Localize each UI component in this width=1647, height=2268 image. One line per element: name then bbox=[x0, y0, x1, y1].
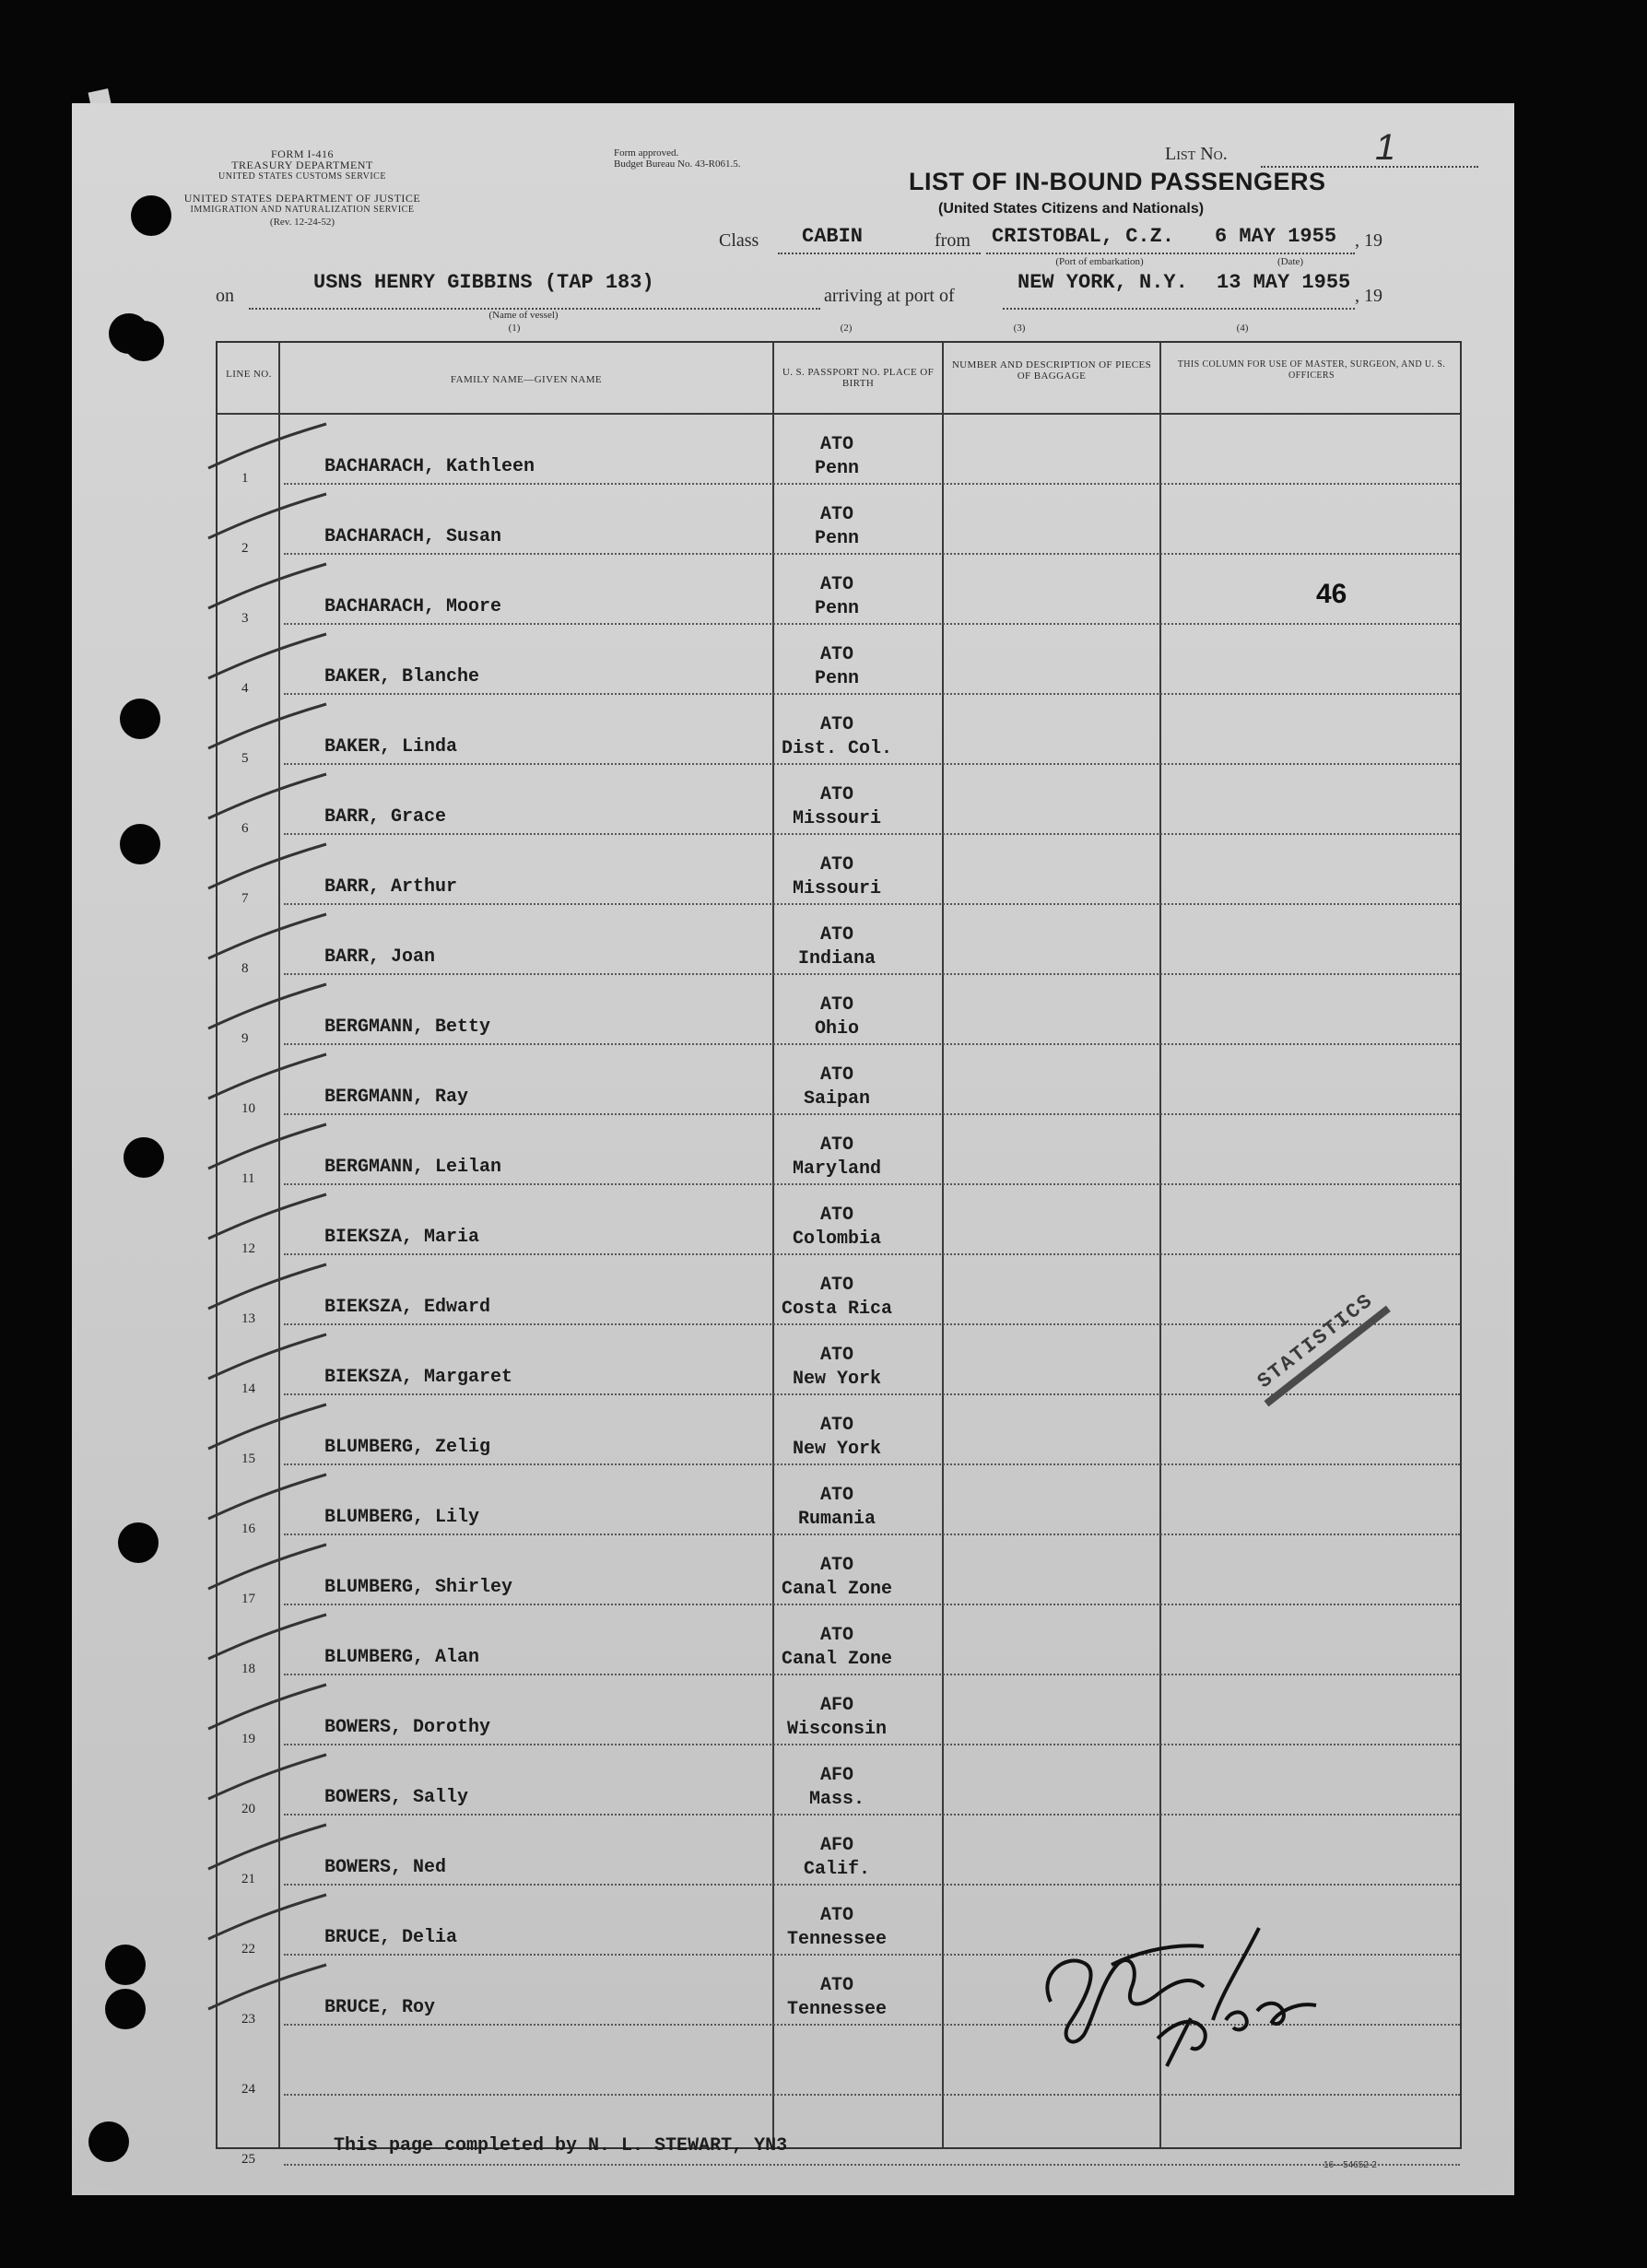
passport-code: AFO bbox=[819, 1695, 853, 1716]
form-number: FORM I-416 bbox=[270, 147, 334, 160]
line-number: 24 bbox=[241, 2082, 255, 2097]
passenger-name: BLUMBERG, Alan bbox=[324, 1647, 480, 1668]
passport-code: ATO bbox=[819, 1625, 853, 1646]
line-number: 18 bbox=[241, 1662, 255, 1676]
header-line-no: LINE NO. bbox=[226, 369, 272, 380]
line-number: 21 bbox=[241, 1872, 255, 1886]
passport-code: AFO bbox=[819, 1765, 853, 1786]
class-line bbox=[778, 253, 981, 254]
line-number: 12 bbox=[241, 1241, 255, 1256]
line-number: 16 bbox=[241, 1522, 255, 1536]
table-row bbox=[218, 415, 1460, 485]
table-row bbox=[218, 905, 1460, 975]
line-number: 8 bbox=[241, 961, 249, 976]
passport-code: ATO bbox=[819, 574, 853, 595]
check-mark bbox=[205, 1541, 334, 1596]
passenger-name: BOWERS, Ned bbox=[324, 1857, 447, 1878]
line-number: 11 bbox=[241, 1171, 255, 1186]
check-mark bbox=[205, 1821, 334, 1876]
date-caption: (Date) bbox=[1276, 256, 1304, 267]
check-mark bbox=[205, 630, 334, 686]
table-header bbox=[218, 343, 1460, 415]
customs-label: UNITED STATES CUSTOMS SERVICE bbox=[218, 171, 386, 182]
place-of-birth: Penn bbox=[814, 528, 859, 549]
table-row bbox=[218, 625, 1460, 695]
place-of-birth: Saipan bbox=[803, 1088, 870, 1110]
binder-hole bbox=[124, 321, 164, 361]
column-number: (4) bbox=[1236, 323, 1249, 334]
year-prefix: , 19 bbox=[1355, 286, 1382, 306]
check-mark bbox=[205, 1681, 334, 1736]
departure-date: 6 MAY 1955 bbox=[1215, 225, 1337, 248]
binder-hole bbox=[88, 2121, 129, 2162]
line-number: 1 bbox=[241, 471, 249, 486]
table-row bbox=[218, 1185, 1460, 1255]
line-number: 14 bbox=[241, 1381, 255, 1396]
passenger-name: BERGMANN, Ray bbox=[324, 1087, 469, 1108]
passport-code: ATO bbox=[819, 1415, 853, 1436]
check-mark bbox=[205, 700, 334, 756]
table-row bbox=[218, 695, 1460, 765]
vessel-name: USNS HENRY GIBBINS (TAP 183) bbox=[313, 271, 654, 294]
ins-label: IMMIGRATION AND NATURALIZATION SERVICE bbox=[190, 205, 415, 215]
passenger-name: BACHARACH, Moore bbox=[324, 596, 502, 617]
table-row bbox=[218, 1605, 1460, 1675]
place-of-birth: Tennessee bbox=[786, 1929, 888, 1950]
passenger-name: BARR, Arthur bbox=[324, 876, 458, 898]
check-mark bbox=[205, 1401, 334, 1456]
check-mark bbox=[205, 1191, 334, 1246]
binder-hole bbox=[120, 824, 160, 864]
embarkation-caption: (Port of embarkation) bbox=[1055, 256, 1144, 267]
column-number: (3) bbox=[1013, 323, 1026, 334]
class-value: CABIN bbox=[802, 225, 864, 248]
check-mark bbox=[205, 1331, 334, 1386]
check-mark bbox=[205, 1891, 334, 1946]
binder-hole bbox=[120, 699, 160, 739]
line-number: 23 bbox=[241, 2012, 255, 2027]
year-prefix: , 19 bbox=[1355, 230, 1382, 251]
passenger-name: BIEKSZA, Edward bbox=[324, 1297, 491, 1318]
passenger-name: BLUMBERG, Shirley bbox=[324, 1577, 513, 1598]
form-code: 16—54652-2 bbox=[1323, 2160, 1377, 2170]
table-row bbox=[218, 1816, 1460, 1886]
on-label: on bbox=[216, 286, 234, 306]
line-number: 10 bbox=[241, 1101, 255, 1116]
arrival-line bbox=[1003, 308, 1355, 310]
place-of-birth: Costa Rica bbox=[781, 1299, 893, 1320]
check-mark bbox=[205, 1961, 334, 2016]
check-mark bbox=[205, 1611, 334, 1666]
check-mark bbox=[205, 1471, 334, 1526]
passenger-name: BRUCE, Delia bbox=[324, 1927, 458, 1948]
table-row bbox=[218, 765, 1460, 835]
passport-code: ATO bbox=[819, 994, 853, 1016]
arriving-label: arriving at port of bbox=[824, 286, 955, 306]
budget-bureau-line: Budget Bureau No. 43-R061.5. bbox=[614, 159, 741, 170]
passport-code: ATO bbox=[819, 1345, 853, 1366]
line-number: 15 bbox=[241, 1451, 255, 1466]
place-of-birth: Tennessee bbox=[786, 1999, 888, 2020]
list-no-value: 1 bbox=[1375, 127, 1396, 168]
place-of-birth: Dist. Col. bbox=[781, 738, 893, 759]
passport-code: AFO bbox=[819, 1835, 853, 1856]
binder-hole bbox=[118, 1522, 159, 1563]
passport-code: ATO bbox=[819, 434, 853, 455]
approval-line: Form approved. bbox=[614, 147, 679, 159]
passport-code: ATO bbox=[819, 1134, 853, 1156]
header-name: FAMILY NAME—GIVEN NAME bbox=[450, 374, 603, 385]
place-of-birth: Calif. bbox=[803, 1859, 870, 1880]
table-row bbox=[218, 1395, 1460, 1465]
arrival-port: NEW YORK, N.Y. bbox=[1018, 271, 1188, 294]
place-of-birth: Wisconsin bbox=[786, 1719, 888, 1740]
class-label: Class bbox=[719, 230, 759, 251]
table-row bbox=[218, 835, 1460, 905]
passenger-name: BOWERS, Sally bbox=[324, 1787, 469, 1808]
officer-note: 46 bbox=[1316, 579, 1347, 609]
stamp-text: STATISTICS bbox=[1245, 1282, 1391, 1407]
line-number: 3 bbox=[241, 611, 249, 626]
binder-hole bbox=[105, 1945, 146, 1985]
place-of-birth: Maryland bbox=[792, 1158, 881, 1180]
passenger-name: BAKER, Linda bbox=[324, 736, 458, 758]
column-number: (1) bbox=[508, 323, 521, 334]
revision-label: (Rev. 12-24-52) bbox=[269, 217, 335, 228]
passenger-name: BIEKSZA, Margaret bbox=[324, 1367, 513, 1388]
passenger-name: BERGMANN, Leilan bbox=[324, 1157, 502, 1178]
place-of-birth: Mass. bbox=[808, 1789, 865, 1810]
justice-label: UNITED STATES DEPARTMENT OF JUSTICE bbox=[183, 192, 421, 205]
place-of-birth: Rumania bbox=[797, 1509, 876, 1530]
check-mark bbox=[205, 1121, 334, 1176]
place-of-birth: Missouri bbox=[792, 808, 881, 829]
check-mark bbox=[205, 1261, 334, 1316]
passenger-name: BACHARACH, Kathleen bbox=[324, 456, 535, 477]
port-of-embarkation: CRISTOBAL, C.Z. bbox=[992, 225, 1175, 248]
check-mark bbox=[205, 1051, 334, 1106]
place-of-birth: Colombia bbox=[792, 1228, 881, 1250]
line-number: 25 bbox=[241, 2152, 255, 2167]
list-no-label: List No. bbox=[1165, 144, 1228, 164]
place-of-birth: Indiana bbox=[797, 948, 876, 969]
check-mark bbox=[205, 490, 334, 546]
place-of-birth: New York bbox=[792, 1369, 881, 1390]
passport-code: ATO bbox=[819, 924, 853, 946]
table-row bbox=[218, 975, 1460, 1045]
line-number: 17 bbox=[241, 1592, 255, 1606]
table-row bbox=[218, 1465, 1460, 1535]
table-row bbox=[218, 1675, 1460, 1745]
passport-code: ATO bbox=[819, 1555, 853, 1576]
line-number: 9 bbox=[241, 1031, 249, 1046]
line-number: 5 bbox=[241, 751, 249, 766]
passport-code: ATO bbox=[819, 644, 853, 665]
binder-hole bbox=[105, 1989, 146, 2029]
table-row bbox=[218, 1115, 1460, 1185]
header-passport: U. S. PASSPORT NO. PLACE OF BIRTH bbox=[782, 367, 935, 389]
header-officers: THIS COLUMN FOR USE OF MASTER, SURGEON, AND U. S. OFFICERS bbox=[1177, 359, 1446, 381]
table-row bbox=[218, 2096, 1460, 2166]
table-row bbox=[218, 1045, 1460, 1115]
place-of-birth: Penn bbox=[814, 458, 859, 479]
passport-code: ATO bbox=[819, 1485, 853, 1506]
column-number: (2) bbox=[840, 323, 853, 334]
passenger-name: BIEKSZA, Maria bbox=[324, 1227, 480, 1248]
completed-by-note: This page completed by N. L. STEWART, YN3 bbox=[334, 2135, 788, 2156]
table-row bbox=[218, 485, 1460, 555]
page-subtitle: (United States Citizens and Nationals) bbox=[938, 201, 1205, 217]
line-number: 19 bbox=[241, 1732, 255, 1746]
passenger-name: BLUMBERG, Lily bbox=[324, 1507, 480, 1528]
table-row bbox=[218, 1745, 1460, 1816]
passport-code: ATO bbox=[819, 714, 853, 735]
passenger-name: BACHARACH, Susan bbox=[324, 526, 502, 547]
passenger-name: BERGMANN, Betty bbox=[324, 1016, 491, 1038]
line-number: 13 bbox=[241, 1311, 255, 1326]
place-of-birth: Canal Zone bbox=[781, 1649, 893, 1670]
check-mark bbox=[205, 420, 334, 476]
passenger-name: BLUMBERG, Zelig bbox=[324, 1437, 491, 1458]
line-number: 2 bbox=[241, 541, 249, 556]
table-row bbox=[218, 1255, 1460, 1325]
passenger-name: BRUCE, Roy bbox=[324, 1997, 436, 2018]
passport-code: ATO bbox=[819, 1275, 853, 1296]
header-baggage: NUMBER AND DESCRIPTION OF PIECES OF BAGGAGE bbox=[951, 359, 1152, 382]
passport-code: ATO bbox=[819, 784, 853, 805]
check-mark bbox=[205, 560, 334, 616]
line-number: 22 bbox=[241, 1942, 255, 1957]
check-mark bbox=[205, 911, 334, 966]
passport-code: ATO bbox=[819, 1064, 853, 1086]
place-of-birth: New York bbox=[792, 1439, 881, 1460]
line-number: 6 bbox=[241, 821, 249, 836]
passport-code: ATO bbox=[819, 1975, 853, 1996]
passport-code: ATO bbox=[819, 1905, 853, 1926]
page-title: LIST OF IN-BOUND PASSENGERS bbox=[909, 168, 1326, 195]
line-number: 7 bbox=[241, 891, 249, 906]
check-mark bbox=[205, 840, 334, 896]
from-label: from bbox=[935, 230, 971, 251]
passenger-name: BARR, Grace bbox=[324, 806, 447, 828]
binder-hole bbox=[124, 1137, 164, 1178]
passenger-name: BAKER, Blanche bbox=[324, 666, 480, 687]
arrival-date: 13 MAY 1955 bbox=[1217, 271, 1351, 294]
passenger-name: BOWERS, Dorothy bbox=[324, 1717, 491, 1738]
place-of-birth: Penn bbox=[814, 668, 859, 689]
place-of-birth: Ohio bbox=[814, 1018, 859, 1040]
place-of-birth: Missouri bbox=[792, 878, 881, 899]
table-row bbox=[218, 1535, 1460, 1605]
table-row bbox=[218, 555, 1460, 625]
passport-code: ATO bbox=[819, 1205, 853, 1226]
check-mark bbox=[205, 981, 334, 1036]
passenger-name: BARR, Joan bbox=[324, 946, 436, 968]
vessel-caption: (Name of vessel) bbox=[488, 310, 559, 321]
treasury-label: TREASURY DEPARTMENT bbox=[231, 159, 373, 171]
line-number: 20 bbox=[241, 1802, 255, 1816]
passport-code: ATO bbox=[819, 504, 853, 525]
line-number: 4 bbox=[241, 681, 249, 696]
row-rule bbox=[284, 2164, 1460, 2166]
check-mark bbox=[205, 770, 334, 826]
handwritten-signature bbox=[1029, 1910, 1342, 2094]
embarkation-line bbox=[986, 253, 1355, 254]
place-of-birth: Penn bbox=[814, 598, 859, 619]
check-mark bbox=[205, 1751, 334, 1806]
passport-code: ATO bbox=[819, 854, 853, 875]
place-of-birth: Canal Zone bbox=[781, 1579, 893, 1600]
